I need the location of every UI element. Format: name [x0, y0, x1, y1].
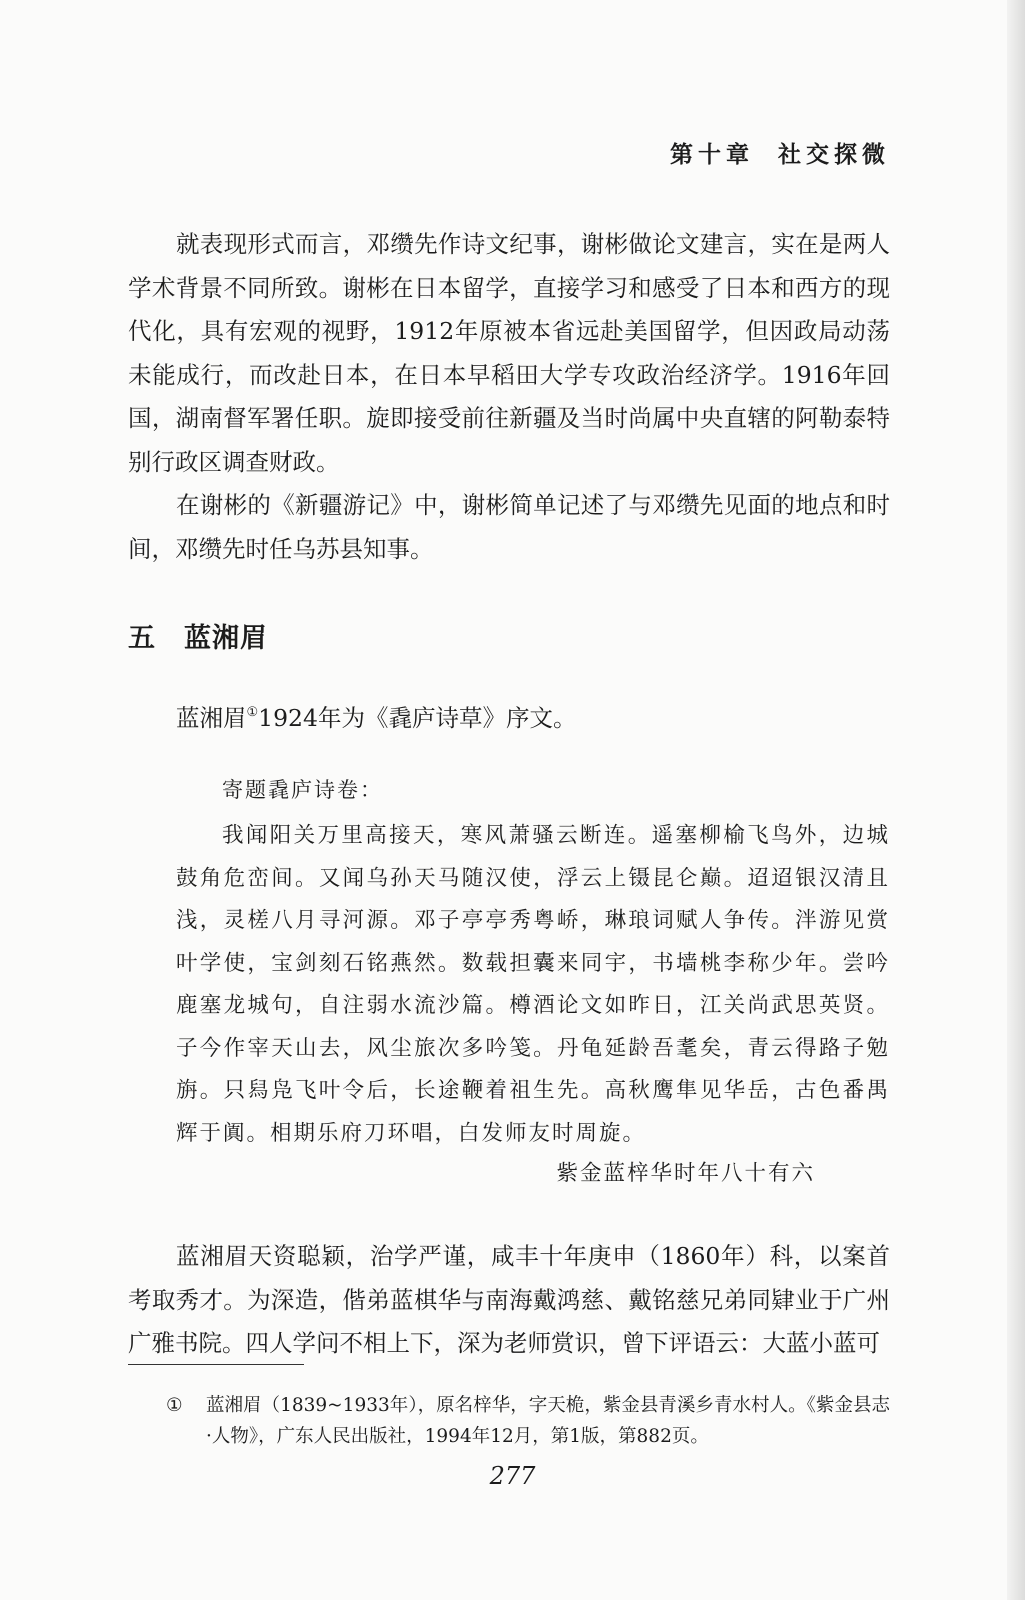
intro-name: 蓝湘眉: [176, 704, 247, 732]
poem-body: 我闻阳关万里高接天，寒风萧骚云断连。遥塞柳榆飞鸟外，边城鼓角危峦间。又闻乌孙天马随汉使，浮云上镊昆仑巅。迢迢银汉清且浅，灵槎八月寻河源。邓子亭亭秀粤峤，琳琅词赋人争传。泮游见赏叶学使，宝剑刻石铭燕然。数载担囊来同宇，书墙桃李称少年。尝吟鹿塞龙城句，自注弱水流沙篇。樽酒论文如昨日，江关尚武思英贤。子今作宰天山去，风尘旅次多吟笺。丹龟延龄吾耄矣，青云得路子勉旃。只舄凫飞叶令后，长途鞭着祖生先。高秋鹰隼见华岳，古色番禺辉于阗。相期乐府刀环唱，白发师友时周旋。: [176, 823, 890, 1146]
footnote-divider: [128, 1364, 304, 1365]
paragraph: 蓝湘眉天资聪颖，治学严谨，咸丰十年庚申（1860年）科，以案首考取秀才。为深造，偕弟蓝棋华与南海戴鸿慈、戴铭慈兄弟同肄业于广州广雅书院。四人学问不相上下，深为老师赏识，曾下评语云：大蓝小蓝可: [128, 1242, 890, 1357]
body-text-block-1: [128, 223, 890, 571]
poem-signature: 紫金蓝梓华时年八十有六: [556, 1161, 815, 1186]
footnote-reference[interactable]: ①: [246, 705, 259, 720]
intro-line: [176, 693, 576, 738]
footnote-mark: ①: [166, 1395, 183, 1416]
section-heading: [128, 616, 268, 655]
section-number: 五: [128, 623, 156, 654]
page-edge-shadow: [1007, 0, 1025, 1600]
paragraph: 就表现形式而言，邓缵先作诗文纪事，谢彬做论文建言，实在是两人学术背景不同所致。谢彬在日本留学，直接学习和感受了日本和西方的现代化，具有宏观的视野，1912年原被本省远赴美国留学，但因政局动荡未能成行，而改赴日本，在日本早稻田大学专攻政治经济学。1916年回国，湖南督军署任职。旋即接受前往新疆及当时尚属中央直辖的阿勒泰特别行政区调查财政。: [128, 230, 890, 476]
footnote: [166, 1390, 890, 1452]
paragraph: 在谢彬的《新疆游记》中，谢彬简单记述了与邓缵先见面的地点和时间，邓缵先时任乌苏县知事。: [128, 491, 890, 563]
page-number: 277: [489, 1462, 536, 1490]
intro-rest: 1924年为《毳庐诗草》序文。: [258, 704, 577, 732]
body-text-block-2: [128, 1235, 890, 1366]
section-title: 蓝湘眉: [184, 623, 268, 654]
running-head-chapter: 第十章: [670, 141, 754, 168]
footnote-text: 蓝湘眉（1839~1933年），原名梓华，字天桅，紫金县青溪乡青水村人。《紫金县志·人物》，广东人民出版社，1994年12月，第1版，第882页。: [206, 1395, 890, 1447]
running-head-title: 社交探微: [778, 141, 890, 168]
poem-title: 寄题毳庐诗卷：: [222, 778, 383, 802]
running-head: [670, 136, 890, 169]
